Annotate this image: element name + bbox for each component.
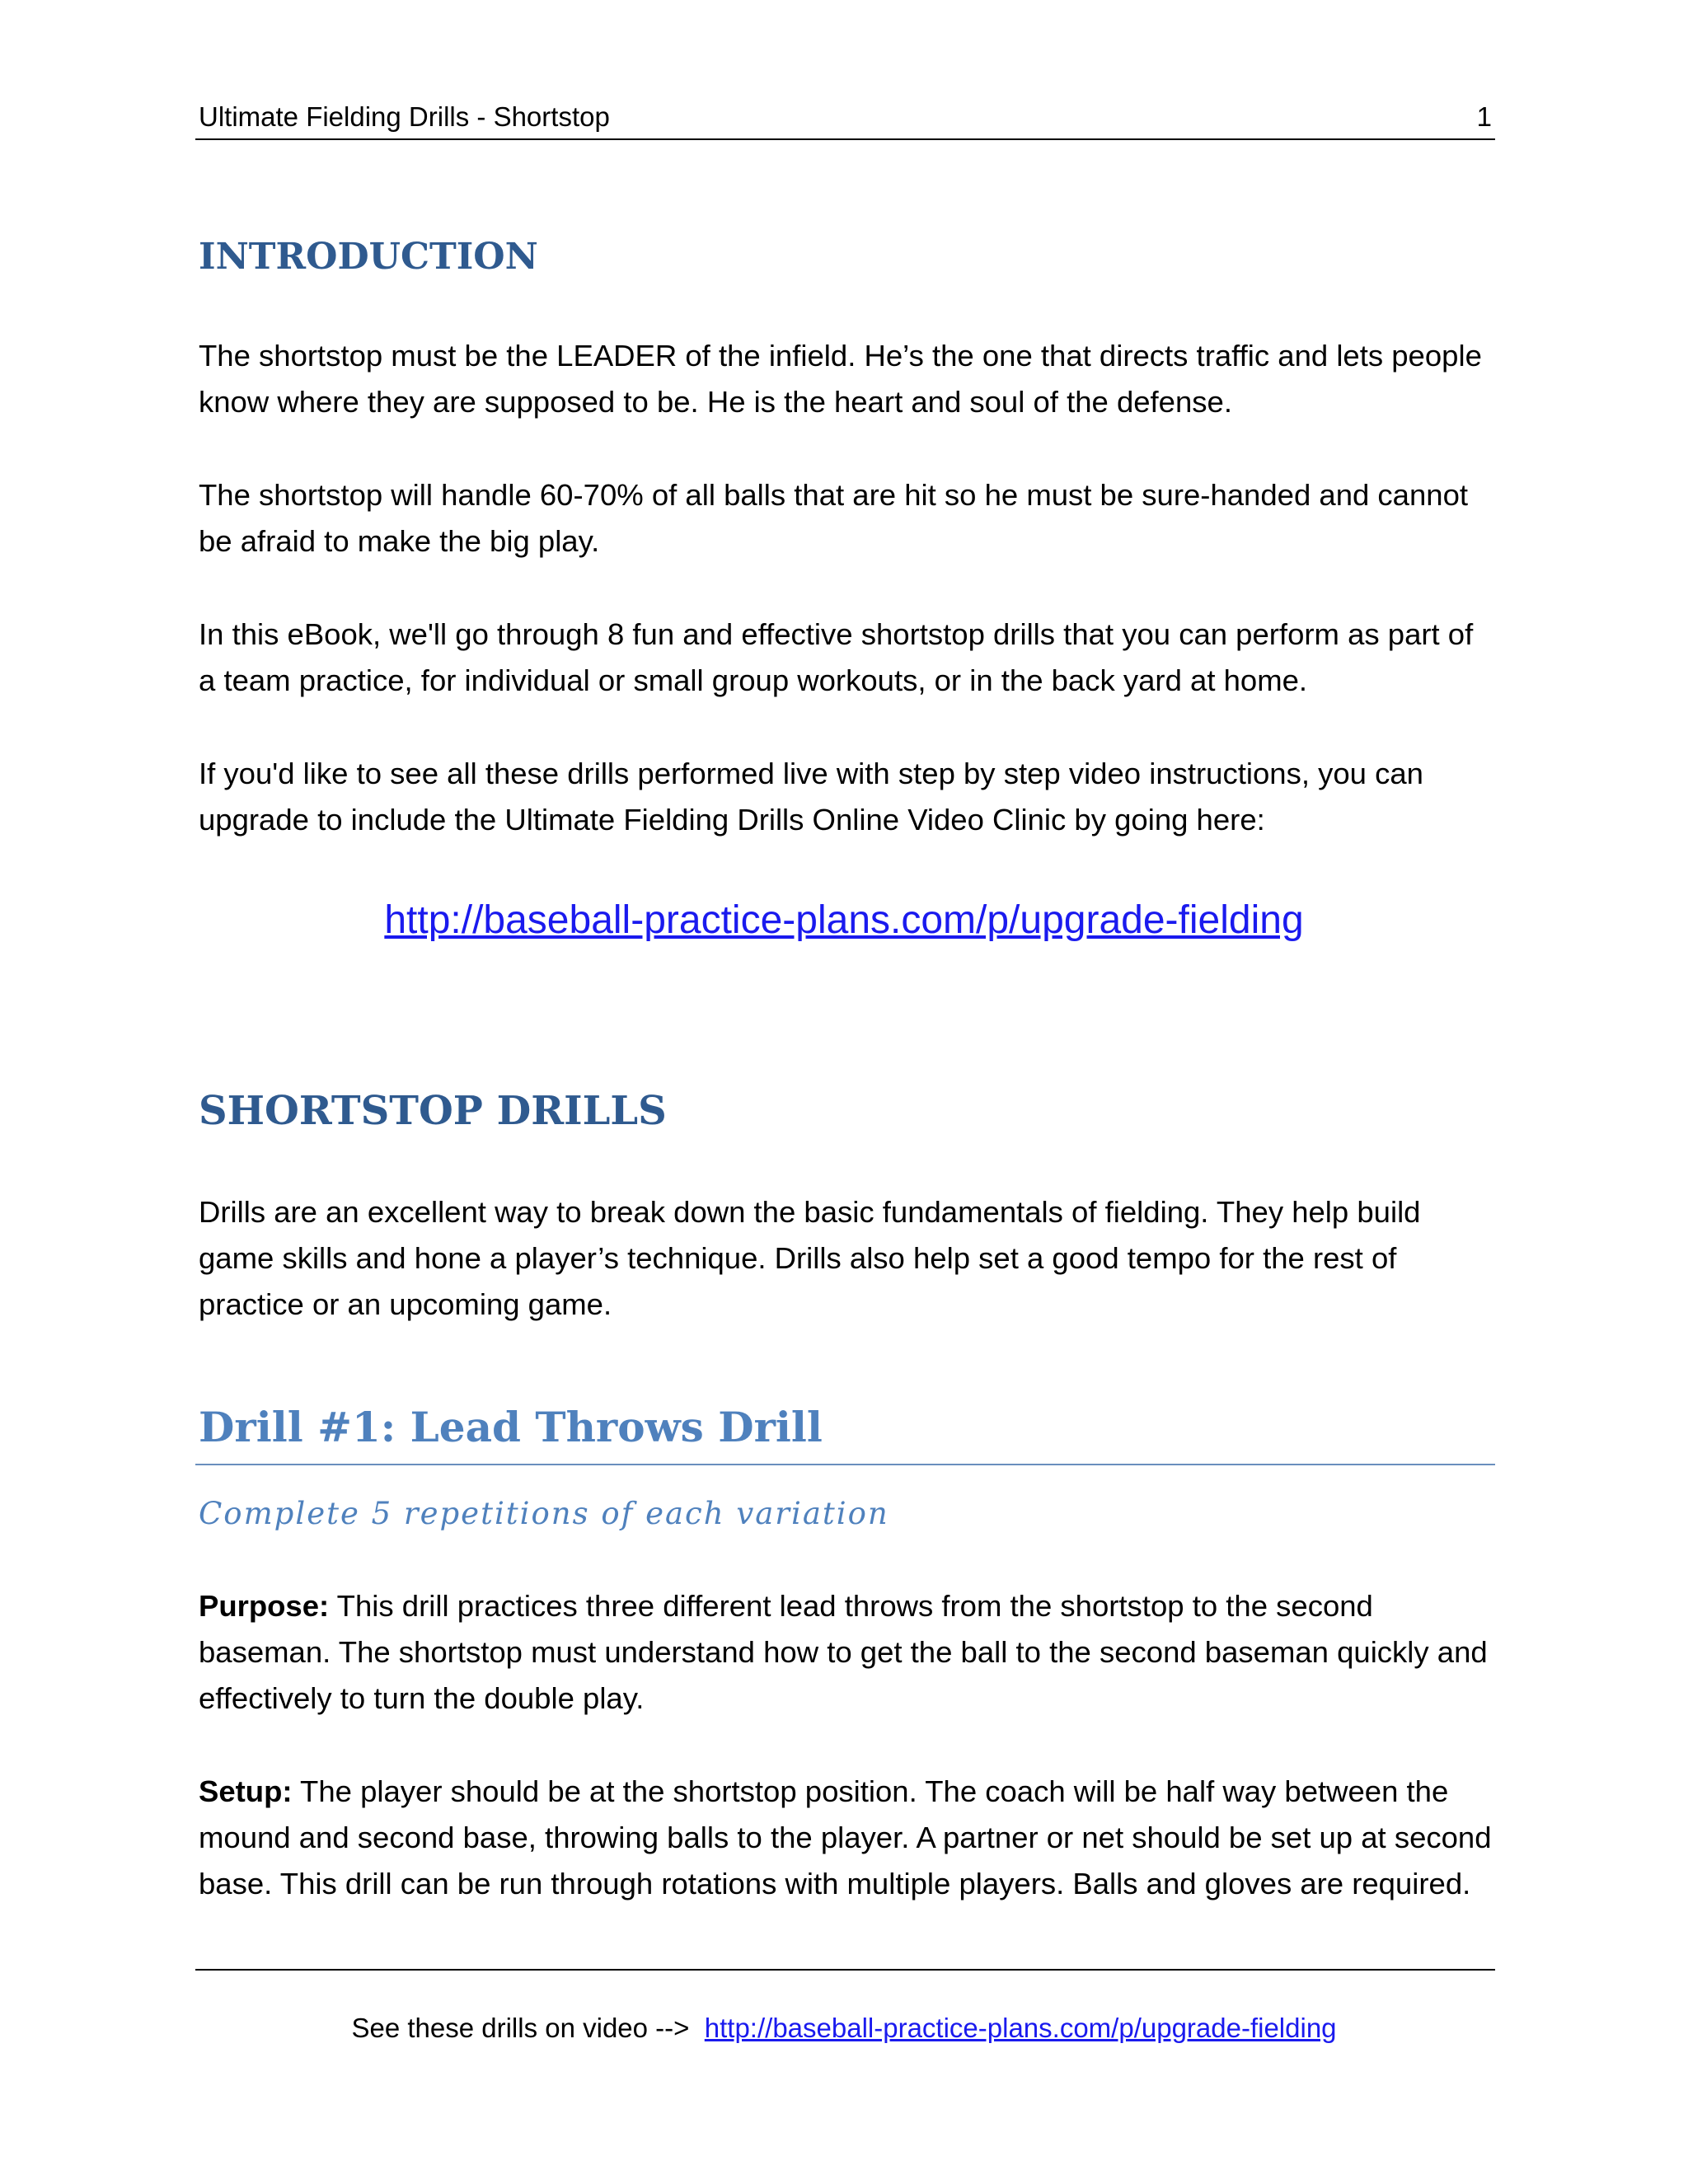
shortstop-drills-paragraph: Drills are an excellent way to break down the basic fundamentals of fielding. They help build game skills and hone a player’s technique. Drills also help set a good tempo for the rest of practice or an upcoming game. bbox=[199, 1195, 1421, 1321]
drill-1-purpose bbox=[199, 1583, 1493, 1722]
footer-link[interactable]: http://baseball-practice-plans.com/p/upgrade-fielding bbox=[704, 2013, 1337, 2043]
intro-paragraph-1: The shortstop must be the LEADER of the infield. He’s the one that directs traffic and lets people know where they are supposed to be. He is the heart and soul of the defense. bbox=[199, 339, 1482, 419]
drill-1-setup bbox=[199, 1769, 1493, 1907]
drill-1-subtitle: Complete 5 repetitions of each variation bbox=[199, 1496, 889, 1531]
page-footer bbox=[0, 2008, 1688, 2049]
setup-label: Setup: bbox=[199, 1774, 293, 1808]
page-header bbox=[195, 97, 1495, 140]
intro-paragraph-3: In this eBook, we'll go through 8 fun and effective shortstop drills that you can perform as part of a team practice, for individual or small group workouts, or in the back yard at home. bbox=[199, 617, 1474, 697]
introduction-heading: INTRODUCTION bbox=[199, 236, 538, 278]
shortstop-drills-heading: SHORTSTOP DRILLS bbox=[199, 1088, 667, 1134]
drill-1-heading: Drill #1: Lead Throws Drill bbox=[199, 1403, 823, 1451]
header-title: Ultimate Fielding Drills - Shortstop bbox=[199, 101, 610, 132]
footer-divider bbox=[195, 1969, 1495, 1971]
footer-text: See these drills on video --> bbox=[351, 2013, 705, 2043]
setup-text: The player should be at the shortstop position. The coach will be half way between the mound and second base, throwing balls to the player. A partner or net should be set up at second base. This drill can be run through rotations with multiple players. Balls and gloves are required. bbox=[199, 1774, 1492, 1900]
upgrade-link[interactable]: http://baseball-practice-plans.com/p/upgrade-fielding bbox=[384, 898, 1304, 942]
upgrade-link-container bbox=[0, 896, 1688, 945]
drill-1-heading-block bbox=[195, 1398, 1495, 1465]
intro-paragraph-4: If you'd like to see all these drills performed live with step by step video instructions, you can upgrade to include the Ultimate Fielding Drills Online Video Clinic by going here: bbox=[199, 757, 1423, 837]
page-number: 1 bbox=[1476, 101, 1492, 132]
purpose-text: This drill practices three different lead throws from the shortstop to the second baseman. The shortstop must understand how to get the ball to the second baseman quickly and effectively to turn the double play. bbox=[199, 1589, 1488, 1715]
intro-paragraph-2: The shortstop will handle 60-70% of all balls that are hit so he must be sure-handed and cannot be afraid to make the big play. bbox=[199, 478, 1469, 558]
purpose-label: Purpose: bbox=[199, 1589, 330, 1623]
